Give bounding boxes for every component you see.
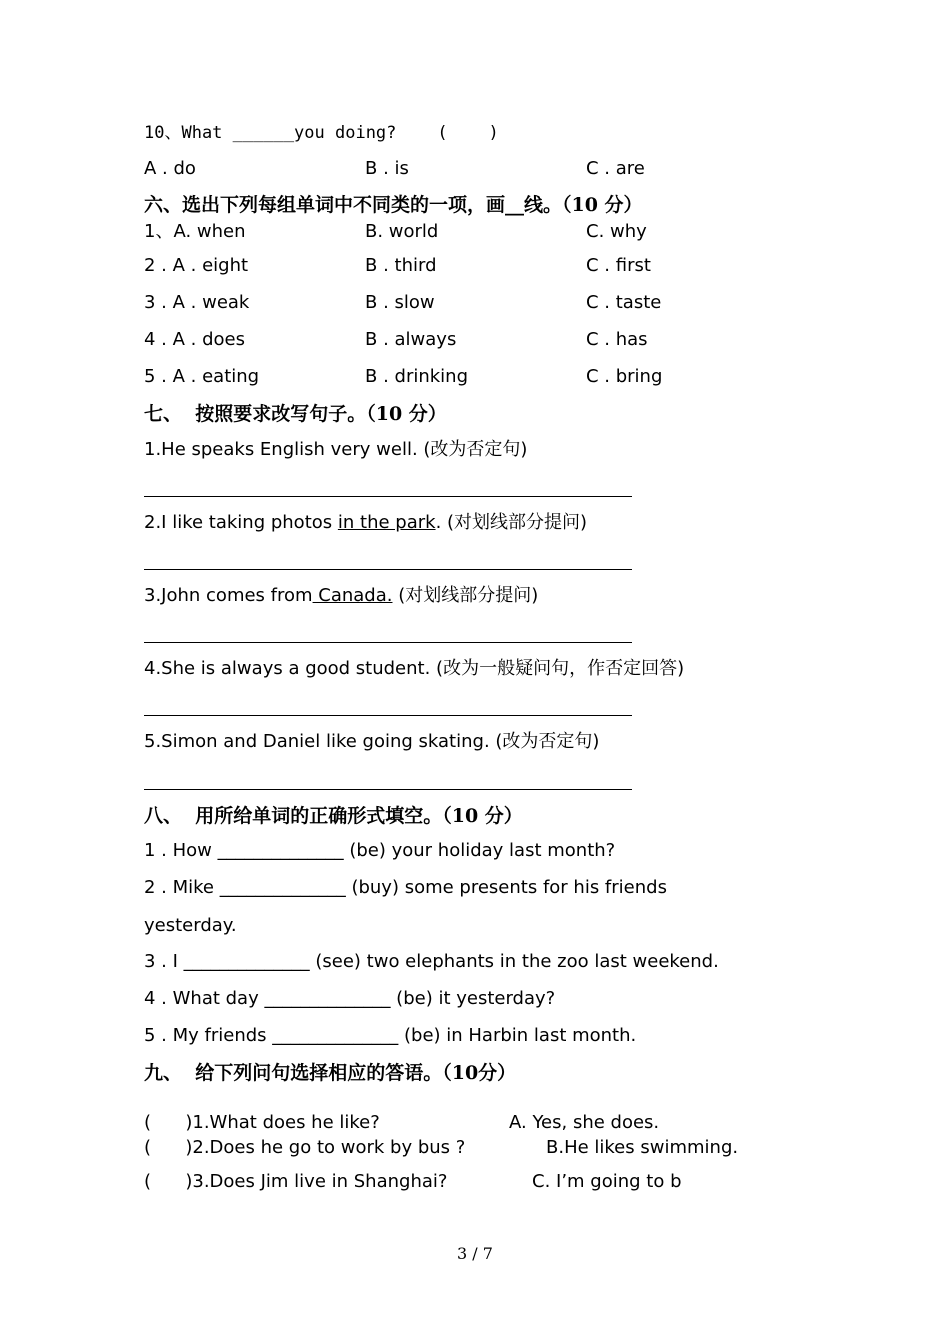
section-7-heading: 七、 按照要求改写句子。（10 分）	[144, 403, 447, 425]
q10-text: 10、What ______you doing? ( )	[144, 123, 499, 143]
sec6-row3-b: B . slow	[365, 292, 435, 313]
sec9-q1: ( )1.What does he like?	[144, 1112, 380, 1133]
sec8-q5: 5 . My friends ______________ (be) in Harbin last month.	[144, 1025, 637, 1046]
sec6-row1-b: B. world	[365, 221, 439, 242]
q10-option-b: B . is	[365, 158, 409, 179]
sec7-q2-answer-line	[144, 569, 632, 570]
sec6-row5-c: C . bring	[586, 366, 663, 387]
sec7-q2-pre: 2.I like taking photos	[144, 512, 338, 533]
q10-option-c: C . are	[586, 158, 645, 179]
sec7-q3-post: (对划线部分提问)	[392, 585, 539, 606]
sec6-row2-a: 2 . A . eight	[144, 255, 249, 276]
sec7-q4: 4.She is always a good student. (改为一般疑问句，作否定回答)	[144, 658, 685, 679]
sec6-row1-a: 1、A. when	[144, 221, 246, 242]
sec9-q2: ( )2.Does he go to work by bus ?	[144, 1137, 466, 1158]
sec6-row5-a: 5 . A . eating	[144, 366, 260, 387]
sec6-row2-b: B . third	[365, 255, 437, 276]
sec9-answer-b: B.He likes swimming.	[546, 1137, 739, 1158]
sec7-q3-answer-line	[144, 642, 632, 643]
q10-option-a: A . do	[144, 158, 196, 179]
sec9-answer-a: A. Yes, she does.	[509, 1112, 660, 1133]
sec6-row3-a: 3 . A . weak	[144, 292, 250, 313]
sec8-q2-line2: yesterday.	[144, 915, 237, 936]
sec7-q3-pre: 3.John comes from	[144, 585, 313, 606]
sec7-q3	[144, 585, 538, 607]
sec7-q3-underlined: Canada.	[312, 585, 393, 606]
sec8-q4: 4 . What day ______________ (be) it yesterday?	[144, 988, 556, 1009]
sec6-row5-b: B . drinking	[365, 366, 469, 387]
section-9-heading: 九、 给下列问句选择相应的答语。（10分）	[144, 1062, 517, 1084]
sec6-row4-a: 4 . A . does	[144, 329, 245, 350]
sec7-q5-answer-line	[144, 789, 632, 790]
sec9-q3: ( )3.Does Jim live in Shanghai?	[144, 1171, 448, 1192]
page-number: 3 / 7	[457, 1244, 493, 1263]
sec6-row4-b: B . always	[365, 329, 457, 350]
sec9-answer-c: C. I’m going to b	[532, 1171, 682, 1192]
sec7-q2-post: . (对划线部分提问)	[435, 512, 588, 533]
sec6-row4-c: C . has	[586, 329, 648, 350]
sec8-q3: 3 . I ______________ (see) two elephants in the zoo last weekend.	[144, 951, 719, 972]
sec7-q1: 1.He speaks English very well. (改为否定句)	[144, 439, 528, 460]
sec7-q1-answer-line	[144, 496, 632, 497]
sec7-q2	[144, 512, 587, 534]
sec7-q4-answer-line	[144, 715, 632, 716]
sec8-q2-line1: 2 . Mike ______________ (buy) some presents for his friends	[144, 877, 667, 898]
sec7-q5: 5.Simon and Daniel like going skating. (改为否定句)	[144, 731, 600, 752]
section-8-heading: 八、 用所给单词的正确形式填空。（10 分）	[144, 805, 523, 827]
sec6-row2-c: C . first	[586, 255, 651, 276]
sec8-q1: 1 . How ______________ (be) your holiday last month?	[144, 840, 616, 861]
sec6-row1-c: C. why	[586, 221, 647, 242]
sec7-q2-underlined: in the park	[337, 512, 436, 533]
section-6-heading: 六、选出下列每组单词中不同类的一项，画__线。（10 分）	[144, 194, 643, 216]
sec6-row3-c: C . taste	[586, 292, 662, 313]
